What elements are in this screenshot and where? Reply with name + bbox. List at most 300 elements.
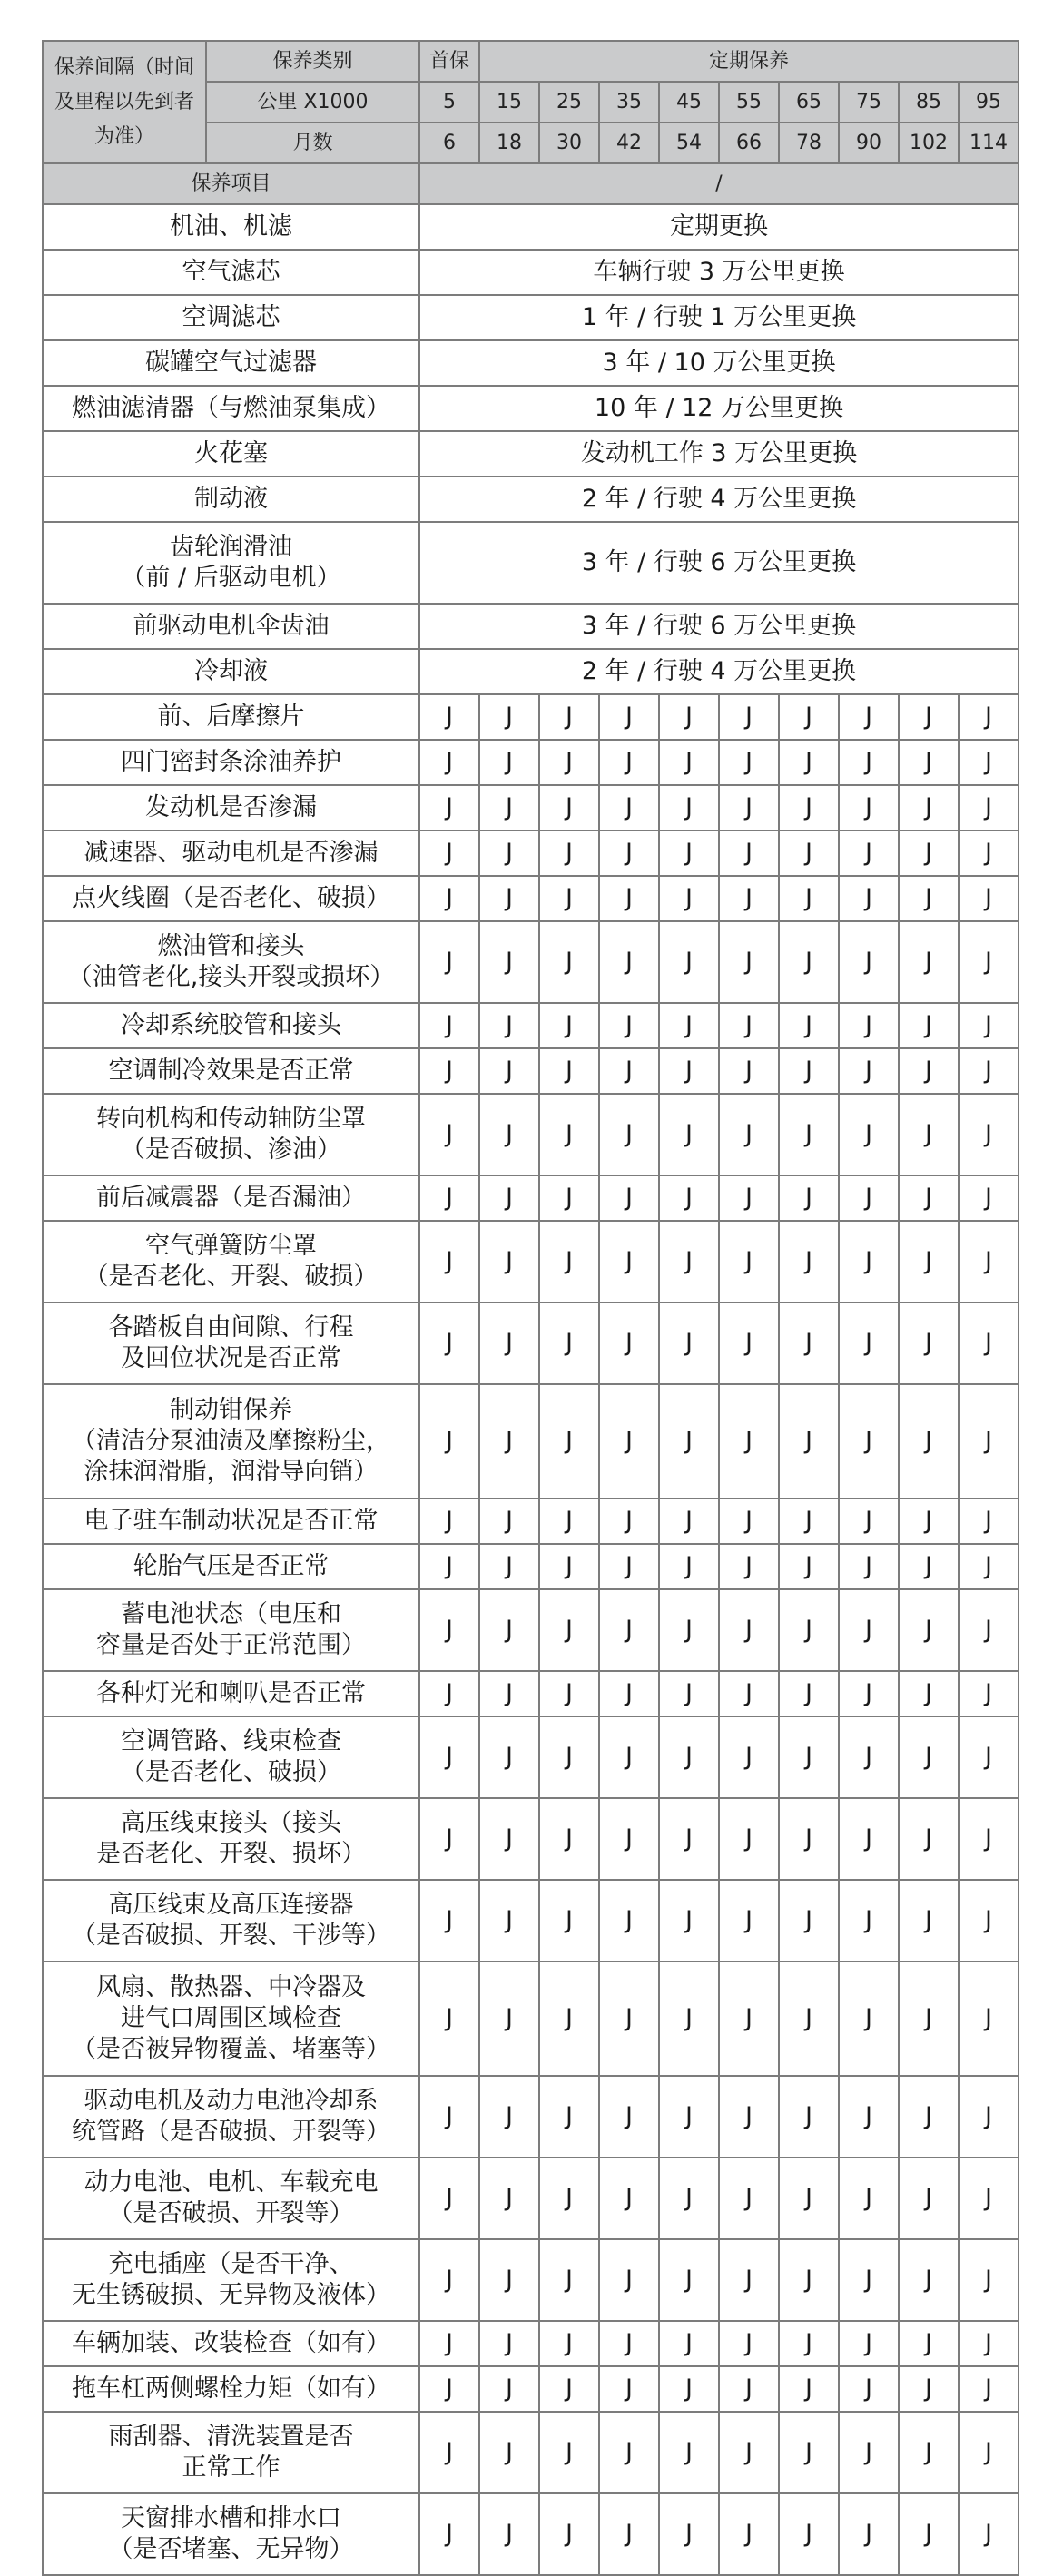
check-mark: J	[719, 831, 779, 876]
check-mark: J	[539, 1716, 599, 1798]
check-mark: J	[959, 876, 1019, 921]
check-mark: J	[599, 1716, 659, 1798]
check-row	[43, 831, 1019, 876]
check-row	[43, 1175, 1019, 1221]
check-mark: J	[479, 1303, 539, 1384]
check-mark: J	[899, 1499, 959, 1544]
check-mark: J	[839, 1961, 899, 2076]
month-value-cell: 54	[659, 123, 719, 163]
check-mark: J	[599, 1003, 659, 1048]
check-mark: J	[779, 1003, 839, 1048]
check-mark: J	[899, 1716, 959, 1798]
check-mark: J	[479, 1961, 539, 2076]
check-mark: J	[899, 694, 959, 740]
check-mark: J	[839, 921, 899, 1003]
check-mark: J	[419, 1716, 479, 1798]
check-row	[43, 2076, 1019, 2158]
check-mark: J	[779, 831, 839, 876]
check-mark: J	[539, 921, 599, 1003]
item-name: 点火线圈（是否老化、破损）	[43, 876, 419, 921]
check-mark: J	[659, 1880, 719, 1961]
check-mark: J	[899, 1094, 959, 1175]
check-mark: J	[599, 1961, 659, 2076]
check-mark: J	[959, 1716, 1019, 1798]
check-mark: J	[479, 2239, 539, 2321]
item-name: 转向机构和传动轴防尘罩 （是否破损、渗油）	[43, 1094, 419, 1175]
check-mark: J	[659, 2076, 719, 2158]
check-mark: J	[479, 1544, 539, 1589]
item-name: 冷却系统胶管和接头	[43, 1003, 419, 1048]
check-mark: J	[959, 1303, 1019, 1384]
check-mark: J	[899, 2158, 959, 2239]
check-mark: J	[959, 831, 1019, 876]
check-mark: J	[539, 1961, 599, 2076]
check-mark: J	[479, 1589, 539, 1671]
check-mark: J	[719, 2493, 779, 2575]
check-mark: J	[839, 2321, 899, 2366]
check-mark: J	[479, 1048, 539, 1094]
check-mark: J	[779, 1094, 839, 1175]
check-mark: J	[959, 1544, 1019, 1589]
check-mark: J	[659, 1003, 719, 1048]
check-mark: J	[419, 2239, 479, 2321]
check-mark: J	[719, 921, 779, 1003]
replace-row	[43, 604, 1019, 649]
check-mark: J	[719, 1961, 779, 2076]
check-row	[43, 2412, 1019, 2493]
check-mark: J	[839, 2366, 899, 2412]
check-mark: J	[779, 1048, 839, 1094]
check-mark: J	[839, 1094, 899, 1175]
check-mark: J	[659, 1798, 719, 1880]
item-name: 燃油滤清器（与燃油泵集成）	[43, 386, 419, 431]
check-row	[43, 1499, 1019, 1544]
replace-row	[43, 386, 1019, 431]
check-mark: J	[539, 1544, 599, 1589]
check-mark: J	[599, 1544, 659, 1589]
item-name: 高压线束及高压连接器 （是否破损、开裂、干涉等）	[43, 1880, 419, 1961]
check-mark: J	[899, 831, 959, 876]
check-mark: J	[899, 1048, 959, 1094]
first-service-label: 首保	[419, 41, 479, 82]
month-value-cell: 30	[539, 123, 599, 163]
check-row	[43, 1384, 1019, 1499]
check-mark: J	[599, 2366, 659, 2412]
check-mark: J	[419, 1880, 479, 1961]
check-mark: J	[899, 2493, 959, 2575]
check-mark: J	[539, 1303, 599, 1384]
item-value: /	[419, 163, 1019, 204]
check-mark: J	[599, 2076, 659, 2158]
check-mark: J	[839, 694, 899, 740]
check-mark: J	[539, 2493, 599, 2575]
check-mark: J	[959, 2076, 1019, 2158]
check-mark: J	[959, 1384, 1019, 1499]
check-mark: J	[719, 1671, 779, 1716]
check-mark: J	[599, 740, 659, 785]
check-mark: J	[539, 1003, 599, 1048]
replace-interval: 发动机工作 3 万公里更换	[419, 431, 1019, 477]
check-mark: J	[599, 1175, 659, 1221]
check-mark: J	[539, 1175, 599, 1221]
item-name: 雨刮器、清洗装置是否 正常工作	[43, 2412, 419, 2493]
check-mark: J	[599, 2412, 659, 2493]
km-value-cell: 55	[719, 82, 779, 123]
check-mark: J	[599, 1589, 659, 1671]
check-mark: J	[419, 694, 479, 740]
check-mark: J	[779, 1221, 839, 1303]
check-mark: J	[899, 921, 959, 1003]
check-row	[43, 1094, 1019, 1175]
check-mark: J	[659, 694, 719, 740]
check-mark: J	[719, 1544, 779, 1589]
km-value-cell: 45	[659, 82, 719, 123]
item-name: 车辆加装、改装检查（如有）	[43, 2321, 419, 2366]
check-mark: J	[539, 1384, 599, 1499]
check-mark: J	[419, 2321, 479, 2366]
item-name: 空调管路、线束检查 （是否老化、破损）	[43, 1716, 419, 1798]
check-mark: J	[659, 1384, 719, 1499]
check-mark: J	[419, 1961, 479, 2076]
month-value-cell: 114	[959, 123, 1019, 163]
check-row	[43, 1961, 1019, 2076]
check-row	[43, 785, 1019, 831]
check-mark: J	[779, 785, 839, 831]
check-mark: J	[659, 1175, 719, 1221]
check-mark: J	[419, 876, 479, 921]
check-mark: J	[479, 876, 539, 921]
check-row	[43, 1798, 1019, 1880]
check-mark: J	[779, 1880, 839, 1961]
check-mark: J	[479, 2412, 539, 2493]
check-mark: J	[599, 1094, 659, 1175]
check-mark: J	[419, 1303, 479, 1384]
check-mark: J	[899, 1961, 959, 2076]
check-mark: J	[839, 1003, 899, 1048]
check-mark: J	[539, 694, 599, 740]
check-mark: J	[479, 740, 539, 785]
item-name: 制动钳保养 （清洁分泵油渍及摩擦粉尘， 涂抹润滑脂，润滑导向销）	[43, 1384, 419, 1499]
check-mark: J	[839, 1880, 899, 1961]
check-mark: J	[479, 2493, 539, 2575]
check-mark: J	[659, 1671, 719, 1716]
month-value-cell: 18	[479, 123, 539, 163]
check-mark: J	[779, 694, 839, 740]
check-mark: J	[719, 740, 779, 785]
check-mark: J	[899, 1798, 959, 1880]
check-mark: J	[779, 1384, 839, 1499]
maintenance-table	[42, 40, 1019, 2576]
item-name: 前、后摩擦片	[43, 694, 419, 740]
header-row-category	[43, 41, 1019, 82]
item-name: 前后减震器（是否漏油）	[43, 1175, 419, 1221]
replace-interval: 1 年 / 行驶 1 万公里更换	[419, 295, 1019, 340]
check-mark: J	[599, 2321, 659, 2366]
item-name: 减速器、驱动电机是否渗漏	[43, 831, 419, 876]
check-mark: J	[599, 1384, 659, 1499]
check-mark: J	[899, 1671, 959, 1716]
check-mark: J	[539, 2412, 599, 2493]
replace-interval: 2 年 / 行驶 4 万公里更换	[419, 477, 1019, 522]
check-mark: J	[719, 1798, 779, 1880]
check-mark: J	[959, 921, 1019, 1003]
check-mark: J	[719, 2366, 779, 2412]
check-mark: J	[779, 1589, 839, 1671]
item-name: 空调滤芯	[43, 295, 419, 340]
km-value-cell: 75	[839, 82, 899, 123]
km-value-cell: 65	[779, 82, 839, 123]
replace-row	[43, 295, 1019, 340]
check-mark: J	[419, 1671, 479, 1716]
check-mark: J	[479, 1499, 539, 1544]
check-mark: J	[419, 1003, 479, 1048]
check-mark: J	[419, 1175, 479, 1221]
check-mark: J	[479, 785, 539, 831]
replace-interval: 车辆行驶 3 万公里更换	[419, 250, 1019, 295]
check-mark: J	[599, 785, 659, 831]
check-mark: J	[839, 1048, 899, 1094]
check-mark: J	[419, 2366, 479, 2412]
check-row	[43, 1716, 1019, 1798]
check-mark: J	[599, 2158, 659, 2239]
item-name: 充电插座（是否干净、 无生锈破损、无异物及液体）	[43, 2239, 419, 2321]
item-name: 驱动电机及动力电池冷却系 统管路（是否破损、开裂等）	[43, 2076, 419, 2158]
item-label: 保养项目	[43, 163, 419, 204]
check-mark: J	[719, 1048, 779, 1094]
check-mark: J	[539, 1094, 599, 1175]
month-value-cell: 42	[599, 123, 659, 163]
check-mark: J	[779, 921, 839, 1003]
check-mark: J	[539, 785, 599, 831]
check-mark: J	[719, 785, 779, 831]
check-mark: J	[539, 1671, 599, 1716]
check-mark: J	[839, 1544, 899, 1589]
km-label: 公里 X1000	[206, 82, 419, 123]
check-mark: J	[899, 2076, 959, 2158]
km-value-cell: 95	[959, 82, 1019, 123]
check-mark: J	[839, 1499, 899, 1544]
check-row	[43, 694, 1019, 740]
check-mark: J	[419, 831, 479, 876]
check-row	[43, 1003, 1019, 1048]
check-mark: J	[419, 2076, 479, 2158]
check-row	[43, 921, 1019, 1003]
check-mark: J	[479, 1221, 539, 1303]
check-mark: J	[839, 1384, 899, 1499]
check-mark: J	[599, 1798, 659, 1880]
check-row	[43, 1880, 1019, 1961]
month-value-cell: 102	[899, 123, 959, 163]
check-mark: J	[899, 2412, 959, 2493]
replace-interval: 2 年 / 行驶 4 万公里更换	[419, 649, 1019, 694]
item-name: 冷却液	[43, 649, 419, 694]
check-mark: J	[659, 2493, 719, 2575]
check-mark: J	[779, 2239, 839, 2321]
check-row	[43, 1048, 1019, 1094]
check-row	[43, 1544, 1019, 1589]
check-mark: J	[719, 1003, 779, 1048]
check-mark: J	[479, 2076, 539, 2158]
check-mark: J	[539, 2158, 599, 2239]
check-mark: J	[719, 1589, 779, 1671]
check-row	[43, 2239, 1019, 2321]
check-mark: J	[899, 2321, 959, 2366]
check-mark: J	[539, 876, 599, 921]
check-mark: J	[479, 921, 539, 1003]
check-mark: J	[539, 2321, 599, 2366]
check-mark: J	[659, 1499, 719, 1544]
check-mark: J	[719, 1303, 779, 1384]
check-row	[43, 1671, 1019, 1716]
replace-interval: 定期更换	[419, 204, 1019, 250]
check-mark: J	[719, 876, 779, 921]
check-mark: J	[659, 1961, 719, 2076]
month-value-cell: 90	[839, 123, 899, 163]
check-mark: J	[959, 1798, 1019, 1880]
check-mark: J	[779, 2493, 839, 2575]
check-mark: J	[779, 1716, 839, 1798]
replace-row	[43, 477, 1019, 522]
check-mark: J	[659, 1544, 719, 1589]
check-mark: J	[959, 1961, 1019, 2076]
check-mark: J	[899, 2366, 959, 2412]
month-value-cell: 6	[419, 123, 479, 163]
check-mark: J	[599, 921, 659, 1003]
replace-row	[43, 522, 1019, 604]
check-mark: J	[959, 1880, 1019, 1961]
check-mark: J	[899, 740, 959, 785]
check-mark: J	[479, 2158, 539, 2239]
check-mark: J	[719, 2076, 779, 2158]
check-mark: J	[479, 1798, 539, 1880]
check-mark: J	[779, 2158, 839, 2239]
item-name: 碳罐空气过滤器	[43, 340, 419, 386]
regular-service-label: 定期保养	[479, 41, 1019, 82]
replace-interval: 3 年 / 10 万公里更换	[419, 340, 1019, 386]
check-mark: J	[419, 785, 479, 831]
check-mark: J	[959, 1589, 1019, 1671]
check-mark: J	[599, 694, 659, 740]
check-mark: J	[779, 1961, 839, 2076]
check-mark: J	[599, 2239, 659, 2321]
check-mark: J	[719, 1384, 779, 1499]
check-mark: J	[959, 2366, 1019, 2412]
check-mark: J	[719, 1221, 779, 1303]
header-row-item	[43, 163, 1019, 204]
check-mark: J	[899, 1544, 959, 1589]
replace-interval: 3 年 / 行驶 6 万公里更换	[419, 522, 1019, 604]
check-mark: J	[599, 1880, 659, 1961]
check-mark: J	[779, 1303, 839, 1384]
interval-label: 保养间隔（时间及里程以先到者为准）	[43, 41, 206, 163]
check-mark: J	[839, 1671, 899, 1716]
check-mark: J	[419, 1798, 479, 1880]
item-name: 电子驻车制动状况是否正常	[43, 1499, 419, 1544]
check-mark: J	[599, 1671, 659, 1716]
check-mark: J	[719, 1175, 779, 1221]
month-value-cell: 66	[719, 123, 779, 163]
item-name: 四门密封条涂油养护	[43, 740, 419, 785]
check-mark: J	[839, 2158, 899, 2239]
check-mark: J	[539, 1880, 599, 1961]
check-mark: J	[419, 2158, 479, 2239]
check-mark: J	[659, 785, 719, 831]
check-mark: J	[479, 1003, 539, 1048]
check-mark: J	[839, 1716, 899, 1798]
check-mark: J	[959, 694, 1019, 740]
item-name: 动力电池、电机、车载充电 （是否破损、开裂等）	[43, 2158, 419, 2239]
check-mark: J	[959, 1175, 1019, 1221]
km-value-cell: 35	[599, 82, 659, 123]
check-mark: J	[839, 2412, 899, 2493]
check-mark: J	[839, 1175, 899, 1221]
item-name: 天窗排水槽和排水口 （是否堵塞、无异物）	[43, 2493, 419, 2575]
item-name: 空气弹簧防尘罩 （是否老化、开裂、破损）	[43, 1221, 419, 1303]
check-mark: J	[899, 785, 959, 831]
item-name: 火花塞	[43, 431, 419, 477]
check-row	[43, 2158, 1019, 2239]
replace-row	[43, 431, 1019, 477]
check-mark: J	[479, 694, 539, 740]
check-mark: J	[899, 1175, 959, 1221]
check-mark: J	[479, 1880, 539, 1961]
check-mark: J	[899, 1880, 959, 1961]
check-mark: J	[779, 876, 839, 921]
check-mark: J	[659, 1589, 719, 1671]
check-mark: J	[599, 831, 659, 876]
check-mark: J	[719, 2321, 779, 2366]
check-mark: J	[659, 1048, 719, 1094]
item-name: 高压线束接头（接头 是否老化、开裂、损坏）	[43, 1798, 419, 1880]
check-mark: J	[719, 1499, 779, 1544]
check-mark: J	[779, 2321, 839, 2366]
check-mark: J	[839, 1589, 899, 1671]
replace-row	[43, 649, 1019, 694]
check-mark: J	[419, 2412, 479, 2493]
check-mark: J	[659, 1221, 719, 1303]
check-mark: J	[539, 1048, 599, 1094]
check-mark: J	[839, 1221, 899, 1303]
check-mark: J	[899, 1221, 959, 1303]
check-mark: J	[839, 740, 899, 785]
km-value-cell: 25	[539, 82, 599, 123]
check-mark: J	[959, 2158, 1019, 2239]
check-mark: J	[659, 2366, 719, 2412]
check-mark: J	[659, 2239, 719, 2321]
check-mark: J	[659, 740, 719, 785]
check-mark: J	[899, 2239, 959, 2321]
check-mark: J	[779, 2076, 839, 2158]
check-mark: J	[839, 876, 899, 921]
check-mark: J	[659, 2412, 719, 2493]
check-row	[43, 1221, 1019, 1303]
check-mark: J	[659, 1094, 719, 1175]
check-row	[43, 2366, 1019, 2412]
item-name: 机油、机滤	[43, 204, 419, 250]
check-mark: J	[659, 1303, 719, 1384]
check-mark: J	[599, 876, 659, 921]
replace-row	[43, 250, 1019, 295]
item-name: 前驱动电机伞齿油	[43, 604, 419, 649]
check-mark: J	[479, 2366, 539, 2412]
check-mark: J	[479, 1716, 539, 1798]
check-mark: J	[959, 2321, 1019, 2366]
check-mark: J	[419, 2493, 479, 2575]
item-name: 轮胎气压是否正常	[43, 1544, 419, 1589]
check-row	[43, 876, 1019, 921]
item-name: 各种灯光和喇叭是否正常	[43, 1671, 419, 1716]
check-row	[43, 1303, 1019, 1384]
